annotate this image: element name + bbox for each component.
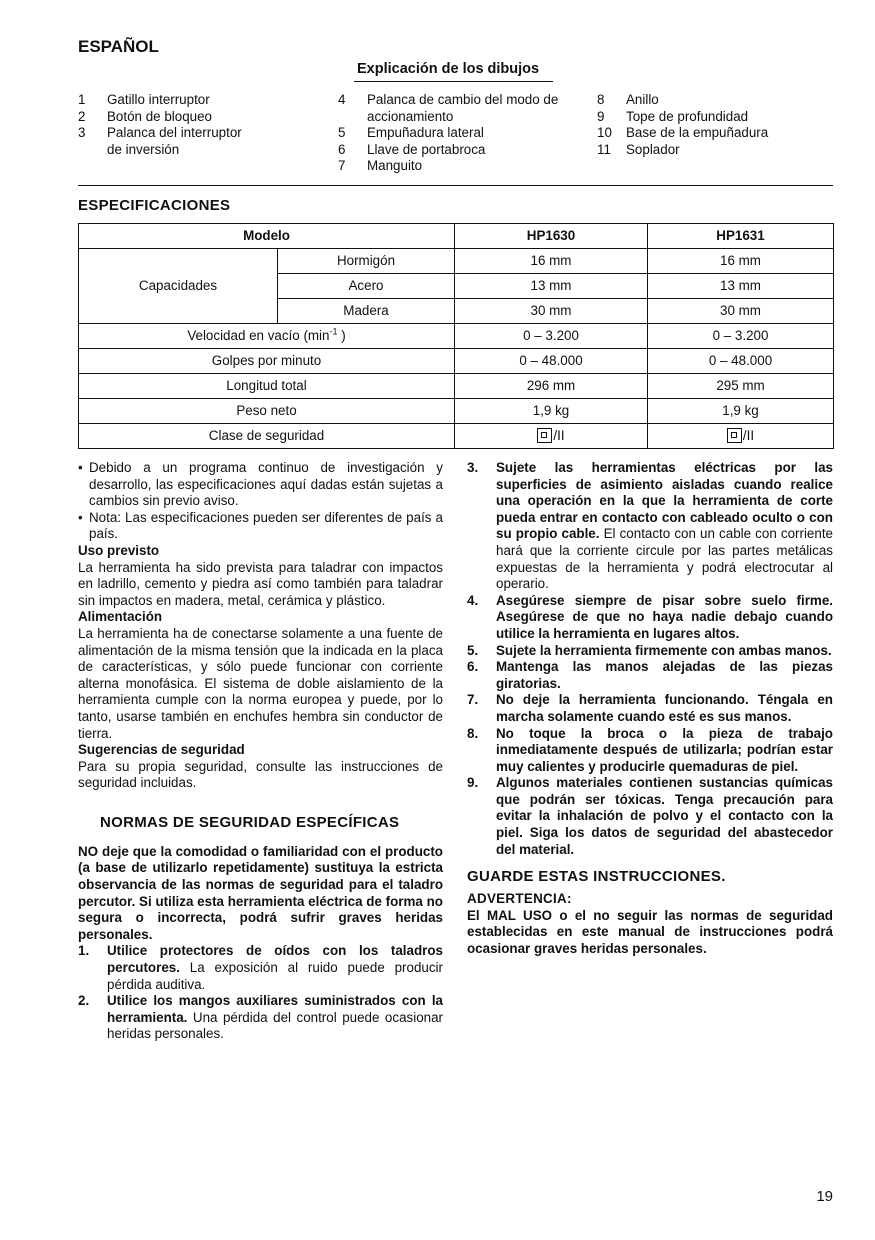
table-cell: 16 mm	[648, 249, 834, 274]
safety-rule-item: 9. Algunos materiales contienen sustancias químicas que podrán ser tóxicas. Tenga precaución para evitar la inhalación de polvo y el contacto con la piel. Siga los datos de seguridad del abastecedor del material.	[467, 775, 833, 857]
language-heading: ESPAÑOL	[78, 37, 159, 56]
table-cell: 1,9 kg	[648, 399, 834, 424]
material-label: Acero	[278, 274, 455, 299]
safety-rule-item: 5. Sujete la herramienta firmemente con ambas manos.	[467, 642, 832, 658]
right-column	[467, 460, 833, 958]
power-supply-text: La herramienta ha de conectarse solamente a una fuente de alimentación de la misma tensión que la indicada en la placa de características, y sólo puede funcionar con corriente alterna monofásica. El sistema de doble aislamiento de la herramienta cumple con la norma europea y puede, por lo tanto, usarse también en enchufes hembra sin conductor de tierra.	[78, 625, 443, 741]
safety-rule-item: 7. No deje la herramienta funcionando. Téngala en marcha solamente cuando esté es sus manos.	[467, 692, 833, 724]
part-item: 4 Palanca de cambio del modo de	[338, 92, 559, 107]
safety-rule-item: 6. Mantenga las manos alejadas de las piezas giratorias.	[467, 659, 833, 691]
parts-list-column-3	[597, 92, 833, 158]
parts-list-column-2	[338, 92, 588, 175]
part-item: 6 Llave de portabroca	[338, 141, 486, 157]
table-cell: 13 mm	[455, 274, 648, 299]
part-item: 11 Soplador	[597, 141, 680, 157]
part-item: 8 Anillo	[597, 92, 659, 107]
page-number: 19	[816, 1188, 833, 1205]
safety-rule-item: 1. Utilice protectores de oídos con los taladros percutores. La exposición al ruido puede producir pérdida auditiva.	[78, 943, 443, 992]
part-item: 1 Gatillo interruptor	[78, 92, 210, 107]
part-item: de inversión	[107, 141, 180, 157]
double-insulation-icon	[727, 428, 742, 443]
capacities-label: Capacidades	[79, 249, 278, 324]
model-hp1631: HP1631	[648, 224, 834, 249]
intended-use-heading: Uso previsto	[78, 542, 160, 558]
material-label: Hormigón	[278, 249, 455, 274]
note-bullet: • Nota: Las especificaciones pueden ser diferentes de país a país.	[78, 509, 443, 542]
table-cell: 295 mm	[648, 374, 834, 399]
table-cell: /II	[648, 424, 834, 449]
table-row	[79, 324, 834, 349]
table-cell: 296 mm	[455, 374, 648, 399]
table-cell: 0 – 48.000	[455, 349, 648, 374]
row-label: Longitud total	[79, 374, 455, 399]
table-cell: 1,9 kg	[455, 399, 648, 424]
table-row	[79, 374, 834, 399]
parts-list-column-1	[78, 92, 328, 158]
specifications-title: ESPECIFICACIONES	[78, 197, 231, 214]
table-row	[79, 349, 834, 374]
no-load-speed-label: Velocidad en vacío ($\min^{-1}$ )	[79, 324, 455, 349]
drawings-explanation-title: Explicación de los dibujos	[357, 61, 540, 77]
model-header: Modelo	[79, 224, 455, 249]
title-underline	[354, 81, 553, 82]
double-insulation-icon	[537, 428, 552, 443]
safety-rule-item: 4. Asegúrese siempre de pisar sobre suelo firme. Asegúrese de que no haya nadie debajo cuando utilice la herramienta en lugares altos.	[467, 592, 833, 641]
row-label: Peso neto	[79, 399, 455, 424]
safety-tips-heading: Sugerencias de seguridad	[78, 742, 245, 758]
table-cell: 0 – 3.200	[455, 324, 648, 349]
left-column	[78, 460, 443, 1043]
safety-rule-item: 2. Utilice los mangos auxiliares suministrados con la herramienta. Una pérdida del control puede ocasionar heridas personales.	[78, 993, 443, 1042]
warning-heading: ADVERTENCIA:	[467, 891, 572, 907]
save-instructions-heading: GUARDE ESTAS INSTRUCCIONES.	[467, 868, 726, 886]
table-cell: 16 mm	[455, 249, 648, 274]
safety-rules-intro: NO deje que la comodidad o familiaridad con el producto (a base de utilizarlo repetidamente) sustituya la estricta observancia de las normas de seguridad para el taladro percutor. Si utiliza esta herramienta eléctrica de forma no segura o incorrecta, podrá sufrir graves heridas personales.	[78, 843, 443, 942]
intended-use-text: La herramienta ha sido prevista para taladrar con impactos en ladrillo, cemento y piedra así como también para taladrar sin impactos en madera, metal, cerámica y plástico.	[78, 559, 443, 608]
specific-safety-rules-title: NORMAS DE SEGURIDAD ESPECÍFICAS	[100, 813, 400, 831]
table-row	[79, 399, 834, 424]
part-item: 2 Botón de bloqueo	[78, 108, 212, 124]
power-supply-heading: Alimentación	[78, 609, 163, 625]
section-divider	[78, 185, 833, 186]
part-item: accionamiento	[367, 108, 454, 124]
material-label: Madera	[278, 299, 455, 324]
note-bullet: • Debido a un programa continuo de investigación y desarrollo, las especificaciones aquí dadas están sujetas a cambios sin previo aviso.	[78, 460, 443, 509]
warning-text: El MAL USO o el no seguir las normas de seguridad establecidas en este manual de instrucciones podrá ocasionar graves heridas personales.	[467, 907, 833, 957]
safety-rule-item: 8. No toque la broca o la pieza de trabajo inmediatamente después de utilizarla; podrían estar muy calientes y producirle quemaduras de piel.	[467, 725, 833, 774]
safety-rule-item: 3. Sujete las herramientas eléctricas por las superficies de asimiento aisladas cuando realice una operación en la que la herramienta de corte pueda entrar en contacto con cableado oculto o con su propio cable. El contacto con un cable con corriente hará que la corriente circule por las partes metálicas expuestas de la herramienta y podrá electrocutar al operario.	[467, 460, 833, 592]
table-cell: 30 mm	[455, 299, 648, 324]
table-cell: /II	[455, 424, 648, 449]
row-label: Golpes por minuto	[79, 349, 455, 374]
table-row	[79, 224, 834, 249]
safety-tips-text: Para su propia seguridad, consulte las instrucciones de seguridad incluidas.	[78, 758, 443, 791]
part-item: 10 Base de la empuñadura	[597, 125, 769, 141]
table-row	[79, 249, 834, 274]
safety-class-label: Clase de seguridad	[79, 424, 455, 449]
part-item: 3 Palanca del interruptor	[78, 125, 242, 141]
specifications-table	[78, 223, 834, 449]
model-hp1630: HP1630	[455, 224, 648, 249]
table-cell: 0 – 3.200	[648, 324, 834, 349]
table-row	[79, 424, 834, 449]
part-item: 9 Tope de profundidad	[597, 108, 749, 124]
table-cell: 30 mm	[648, 299, 834, 324]
table-cell: 13 mm	[648, 274, 834, 299]
part-item: 5 Empuñadura lateral	[338, 125, 484, 141]
table-cell: 0 – 48.000	[648, 349, 834, 374]
part-item: 7 Manguito	[338, 158, 423, 174]
